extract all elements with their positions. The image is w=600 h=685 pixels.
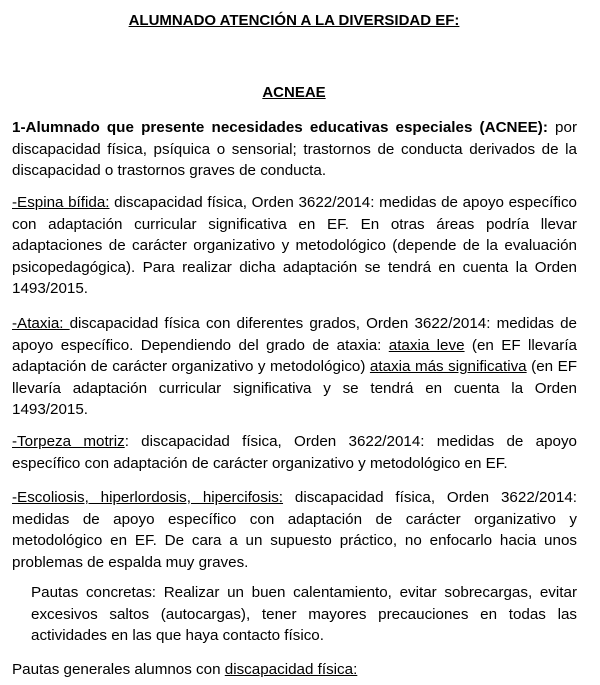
ataxia-significativa-term: ataxia más significativa [369, 358, 527, 375]
intro-text: por discapacidad física, psíquica o sensorial; trastornos de conducta derivados de la discapacidad o trastornos graves de conducta. [12, 119, 578, 179]
pautas-generales-term: discapacidad física: [224, 661, 358, 678]
ataxia-term: -Ataxia: [12, 315, 70, 332]
torpeza-motriz-text: : discapacidad física, Orden 3622/2014: medidas de apoyo específico con adaptación de carácter organizativo y metodológico en EF. [12, 433, 577, 472]
espina-bifida-term: -Espina bífida: [12, 194, 110, 211]
pautas-generales-text: Pautas generales alumnos con [12, 661, 225, 678]
torpeza-motriz-term: -Torpeza motriz [12, 433, 125, 450]
intro-heading: 1-Alumnado que presente necesidades educativas especiales (ACNEE): [12, 119, 548, 136]
ataxia-paragraph [12, 313, 577, 421]
ataxia-text-3: (en EF llevaría adaptación curricular significativa y se tendrá en cuenta la Orden 1493/2015. [12, 358, 577, 418]
espina-bifida-paragraph [12, 192, 577, 300]
escoliosis-term: -Escoliosis, hiperlordosis, hipercifosis: [12, 489, 284, 506]
espina-bifida-text: discapacidad física, Orden 3622/2014: medidas de apoyo específico con adaptación curricular significativa en EF. En otras áreas podría llevar adaptaciones de carácter organizativo y metodológico (depende de la evaluación psicopedagógica). Para realizar dicha adaptación se tendrá en cuenta la Orden 1493/2015. [12, 194, 577, 297]
escoliosis-paragraph [12, 487, 577, 573]
section-heading: ACNEAE [262, 84, 326, 101]
intro-paragraph [12, 117, 577, 182]
ataxia-text-1: discapacidad física con diferentes grados, Orden 3622/2014: medidas de apoyo específico. Dependiendo del grado de ataxia: [12, 315, 577, 354]
torpeza-motriz-paragraph [12, 431, 577, 474]
pautas-concretas-paragraph: Pautas concretas: Realizar un buen calentamiento, evitar sobrecargas, evitar excesivos saltos (autocargas), tener mayores precauciones en todas las actividades en las que haya contacto físico. [31, 584, 577, 644]
ataxia-text-2: (en EF llevaría adaptación de carácter organizativo y metodológico) [12, 336, 578, 375]
escoliosis-text: discapacidad física, Orden 3622/2014: medidas de apoyo específico con adaptación de carácter organizativo y metodológico en EF. De cara a un supuesto práctico, no enfocarlo hacia unos problemas de espalda muy graves. [12, 489, 577, 571]
document-title: ALUMNADO ATENCIÓN A LA DIVERSIDAD EF: [128, 12, 460, 29]
pautas-generales-paragraph [12, 659, 577, 681]
ataxia-leve-term: ataxia leve [388, 336, 465, 354]
